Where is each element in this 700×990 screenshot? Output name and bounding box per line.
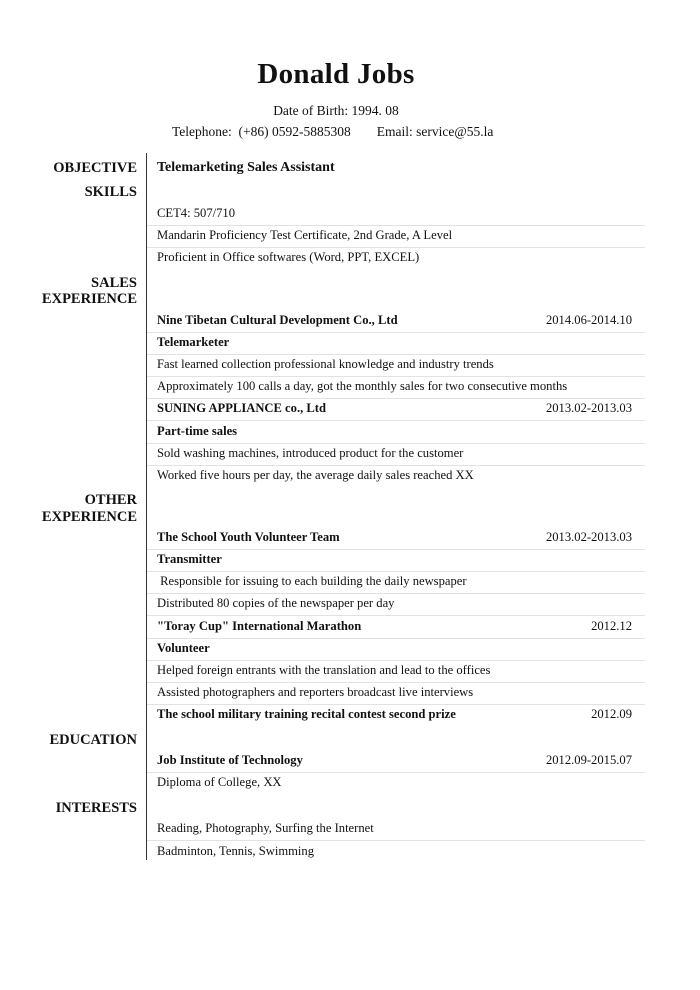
other-exp1-org [157,528,632,547]
skill-item: Mandarin Proficiency Test Certificate, 2nd Grade, A Level [157,228,453,242]
education-degree: Diploma of College, XX [157,775,282,789]
section-label-sales-1: SALES [91,275,137,291]
other-exp1-role: Transmitter [157,552,222,566]
section-label-skills: SKILLS [84,184,137,200]
date-range: 2013.02-2013.03 [545,401,632,415]
other-exp3-org [157,705,632,724]
date-range: 2012.09 [591,707,632,721]
section-label-other-2: EXPERIENCE [41,509,137,525]
row-rule [147,615,645,616]
row-rule [147,840,645,841]
interest-item: Reading, Photography, Surfing the Internet [157,821,374,835]
section-label-sales-2: EXPERIENCE [41,291,137,307]
skill-item: Proficient in Office softwares (Word, PPT, EXCEL) [157,250,420,264]
date-range: 2014.06-2014.10 [545,313,632,327]
other-exp1-line: Distributed 80 copies of the newspaper per day [157,596,395,610]
org-name: The School Youth Volunteer Team [157,530,340,544]
email: Email: service@55.la [376,124,494,139]
sales-job2-role: Part-time sales [157,424,238,438]
date-range: 2012.09-2015.07 [545,753,632,767]
row-rule [147,420,645,421]
org-name: "Toray Cup" International Marathon [157,619,362,633]
sales-job1-role: Telemarketer [157,335,230,349]
telephone: Telephone: (+86) 0592-5885308 [172,124,351,139]
other-exp2-org [157,617,632,636]
section-label-interests: INTERESTS [55,800,137,816]
sales-job1-line: Approximately 100 calls a day, got the monthly sales for two consecutive months [157,379,568,393]
skill-item: CET4: 507/710 [157,206,236,220]
other-exp2-role: Volunteer [157,641,210,655]
section-divider-line [146,153,147,860]
award-name: The school military training recital contest second prize [157,707,456,721]
candidate-name: Donald Jobs [257,58,415,90]
other-exp1-line: Responsible for issuing to each building the daily newspaper [157,574,467,588]
sales-job2-line: Worked five hours per day, the average daily sales reached XX [157,468,474,482]
education-school [157,751,632,770]
sales-job1-company [157,311,632,330]
date-range: 2012.12 [591,619,632,633]
date-of-birth: Date of Birth: 1994. 08 [273,103,399,118]
date-range: 2013.02-2013.03 [545,530,632,544]
section-label-objective: OBJECTIVE [53,160,137,176]
sales-job1-line: Fast learned collection professional knowledge and industry trends [157,357,494,371]
section-label-education: EDUCATION [49,732,137,748]
objective-text: Telemarketing Sales Assistant [157,160,335,175]
sales-job2-company [157,399,632,418]
contact-line [172,124,493,140]
company-name: SUNING APPLIANCE co., Ltd [157,401,326,415]
section-label-other-1: OTHER [84,492,137,508]
sales-job2-line: Sold washing machines, introduced product for the customer [157,446,464,460]
other-exp2-line: Assisted photographers and reporters broadcast live interviews [157,685,474,699]
company-name: Nine Tibetan Cultural Development Co., Ltd [157,313,398,327]
interest-item: Badminton, Tennis, Swimming [157,844,315,858]
school-name: Job Institute of Technology [157,753,303,767]
other-exp2-line: Helped foreign entrants with the translation and lead to the offices [157,663,491,677]
